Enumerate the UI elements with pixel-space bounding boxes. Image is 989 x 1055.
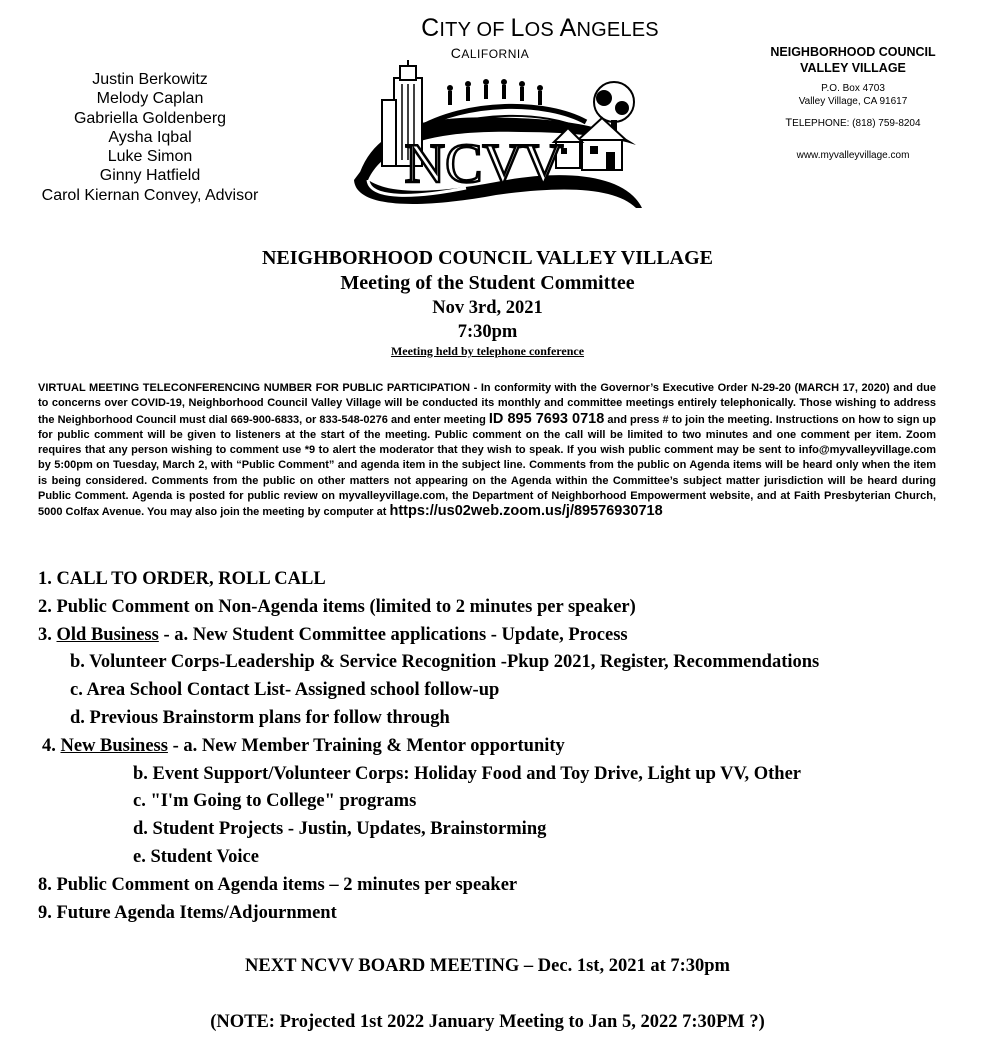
mailing-address: [742, 83, 964, 108]
meeting-id: ID 895 7693 0718: [488, 410, 605, 427]
agenda-section-heading: Old Business: [56, 624, 159, 645]
teleconference-notice: [38, 381, 936, 521]
agenda-item: [38, 622, 978, 650]
member-name: Carol Kiernan Convey, Advisor: [41, 186, 259, 204]
agenda-item: [38, 733, 978, 761]
council-name-line: VALLEY VILLAGE: [800, 61, 906, 75]
city-subtitle-initial: C: [450, 45, 462, 61]
city-title-initial: C: [421, 14, 440, 42]
member-name: Melody Caplan: [96, 90, 204, 108]
agenda-subitem: c. "I'm Going to College" programs: [133, 791, 417, 812]
agenda-subitem: - a. New Member Training & Mentor opportunity: [167, 735, 565, 756]
council-name: [742, 44, 964, 76]
council-name-line: NEIGHBORHOOD COUNCIL: [770, 45, 936, 59]
agenda-item: 8. Public Comment on Agenda items – 2 minutes per speaker: [38, 874, 518, 895]
agenda-subitem: e. Student Voice: [133, 846, 259, 867]
meeting-date: Nov 3rd, 2021: [432, 298, 543, 318]
website-link[interactable]: www.myvalleyvillage.com: [796, 150, 910, 161]
notice-text: and press # to join the meeting. Instructions on how to sign up for public comment will be given to listeners at the start of the meeting. Public comment on the call will be limited to two minutes and one comment per item. Zoom requires that any person wishing to comment use *9 to alert the moderator that they wish to speak. If you wish public comment may be sent to info@myvalleyvillage.com by 5:00pm on Tuesday, March 2, with “Public Comment” and agenda item in the subject line. Comments from the public on Agenda items will be heard only when the item is being considered. Comments from the public on other matters not appearing on the Agenda within the Committee’s subject matter jurisdiction will be heard during Public Comment. Agenda is posted for public review on myvalleyvillage.com, the Department of Neighborhood Empowerment website, and at Faith Presbyterian Church, 5000 Colfax Avenue. You may also join the meeting by computer at: [38, 413, 936, 519]
member-name: Justin Berkowitz: [92, 71, 208, 88]
agenda-subitem: b. Event Support/Volunteer Corps: Holiday Food and Toy Drive, Light up VV, Other: [133, 763, 802, 784]
agenda-item-number: 3.: [38, 624, 57, 645]
agenda-list: [38, 566, 978, 927]
agenda-item: 9. Future Agenda Items/Adjournment: [38, 902, 337, 923]
po-box: P.O. Box 4703: [821, 83, 885, 94]
logo-text: NCVV: [404, 133, 564, 195]
zoom-link[interactable]: https://us02web.zoom.us/j/89576930718: [389, 503, 663, 520]
meeting-format: Meeting held by telephone conference: [390, 344, 585, 358]
member-name: Gabriella Goldenberg: [73, 109, 227, 127]
city-subtitle-part: ALIFORNIA: [461, 47, 530, 61]
ncvv-logo: [346, 60, 646, 210]
next-board-meeting: NEXT NCVV BOARD MEETING – Dec. 1st, 2021 at 7:30pm: [245, 956, 730, 976]
member-name: Ginny Hatfield: [99, 167, 201, 185]
member-name: Luke Simon: [107, 148, 193, 166]
agenda-subitem: - a. New Student Committee applications - Update, Process: [158, 624, 628, 645]
city-subtitle: [370, 45, 610, 61]
agenda-item: 2. Public Comment on Non-Agenda items (limited to 2 minutes per speaker): [38, 596, 636, 617]
notice-text: VIRTUAL MEETING TELECONFERENCING NUMBER FOR PUBLIC PARTICIPATION - In conformity with the Governor’s Executive Order N-29-20 (MARCH 17, 2020) and due to concerns over COVID-19, Neighborhood Council Valley Village will be conducted its monthly and committee meetings entirely telephonically. Those wishing to address the Neighborhood Council must dial 669-900-6833, or 833-548-0276 and enter meeting: [38, 382, 936, 426]
telephone-initial: T: [785, 117, 793, 129]
agenda-subitem: c. Area School Contact List- Assigned school follow-up: [70, 680, 500, 701]
meeting-name: Meeting of the Student Committee: [340, 272, 635, 294]
agenda-subitem: d. Previous Brainstorm plans for follow through: [70, 707, 450, 728]
agenda-subitem: b. Volunteer Corps-Leadership & Service Recognition -Pkup 2021, Register, Recommendations: [70, 652, 820, 673]
city-state-zip: Valley Village, CA 91617: [798, 95, 908, 107]
meeting-title-block: [0, 246, 975, 358]
city-title-part: NGELES: [576, 19, 659, 41]
telephone-text: ELEPHONE: (818) 759-8204: [792, 118, 921, 129]
member-name: Aysha Iqbal: [108, 128, 192, 146]
city-title: [370, 14, 710, 43]
agenda-item-number: 4.: [42, 735, 61, 756]
agenda-subitem: d. Student Projects - Justin, Updates, Brainstorming: [133, 819, 547, 840]
city-title-part: ITY OF: [439, 19, 511, 41]
contact-block: [742, 44, 964, 161]
agenda-section-heading: New Business: [60, 735, 168, 756]
meeting-time: 7:30pm: [457, 322, 518, 342]
org-title: NEIGHBORHOOD COUNCIL VALLEY VILLAGE: [261, 247, 714, 269]
agenda-item: 1. CALL TO ORDER, ROLL CALL: [38, 569, 326, 589]
city-title-initial: L: [510, 14, 525, 42]
city-title-initial: A: [559, 14, 577, 42]
city-title-part: OS: [524, 19, 560, 41]
telephone: [742, 117, 964, 129]
meeting-note: (NOTE: Projected 1st 2022 January Meeting to Jan 5, 2022 7:30PM ?): [210, 1012, 765, 1032]
member-list: [30, 70, 270, 205]
